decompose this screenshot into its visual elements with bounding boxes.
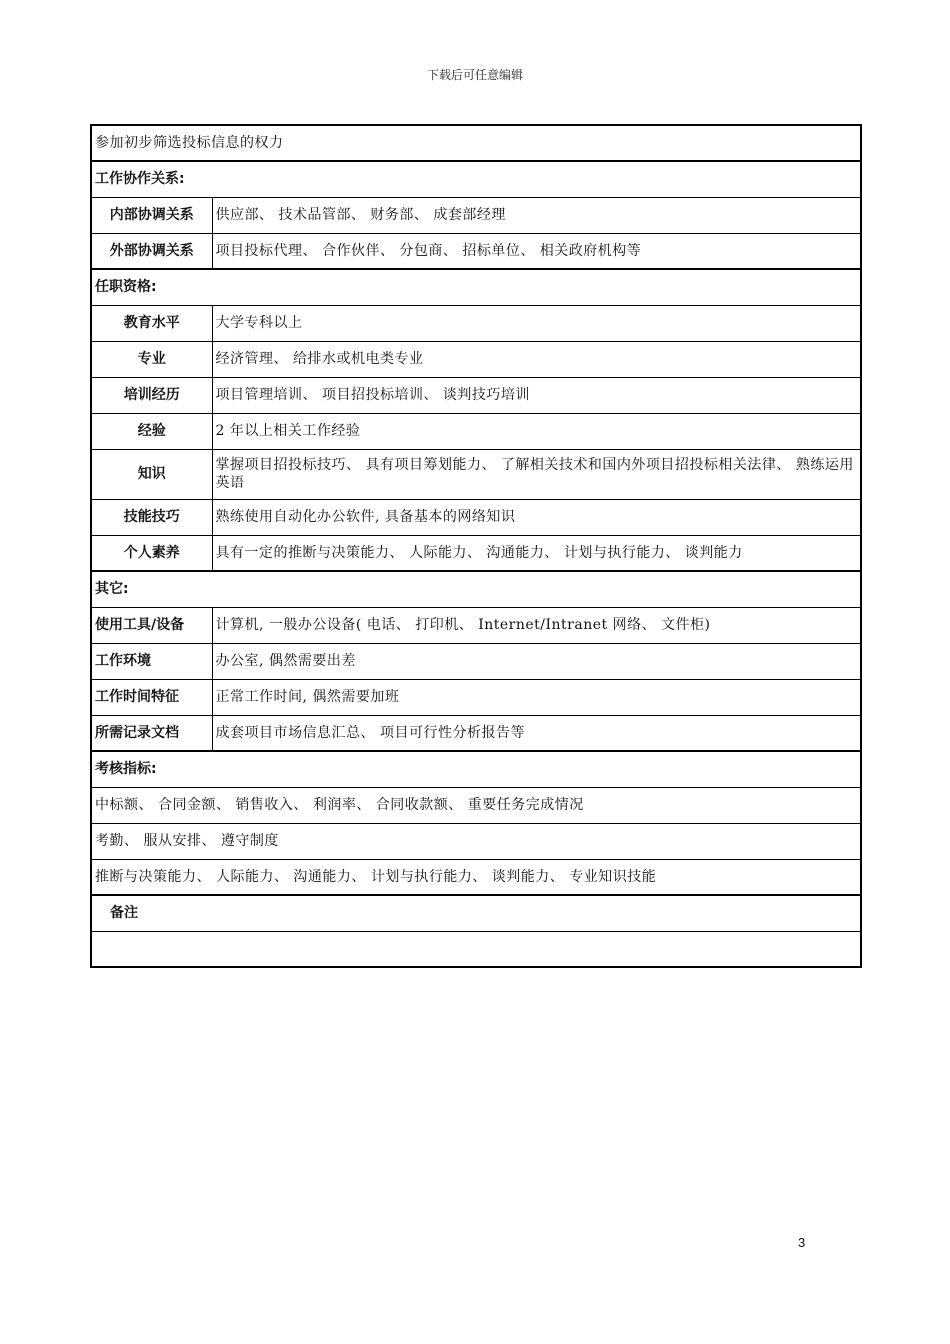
notes-value [91,931,861,967]
row-value-tools: 计算机, 一般办公设备( 电话、 打印机、 Internet/Intranet 网络、 文件柜) [212,607,861,643]
section-title-assessment: 考核指标: [91,751,861,787]
table-row [91,643,861,679]
row-label-documents: 所需记录文档 [91,715,212,751]
row-label-tools: 使用工具/设备 [91,607,212,643]
table-row [91,341,861,377]
row-label-experience: 经验 [91,413,212,449]
row-label-external: 外部协调关系 [91,233,212,269]
section-qualifications [91,269,861,305]
section-notes [91,895,861,931]
section-other [91,571,861,607]
row-value-education: 大学专科以上 [212,305,861,341]
row-label-knowledge: 知识 [91,449,212,499]
row-label-education: 教育水平 [91,305,212,341]
section-title-notes: 备注 [91,895,861,931]
row-label-work-hours: 工作时间特征 [91,679,212,715]
table-row [91,535,861,571]
row-value-environment: 办公室, 偶然需要出差 [212,643,861,679]
table-row [91,499,861,535]
row-value-internal: 供应部、 技术品管部、 财务部、 成套部经理 [212,197,861,233]
table-row [91,305,861,341]
table-row [91,197,861,233]
table-row [91,607,861,643]
table-row [91,715,861,751]
row-value-training: 项目管理培训、 项目招投标培训、 谈判技巧培训 [212,377,861,413]
row-value-experience: 2 年以上相关工作经验 [212,413,861,449]
table-row [91,859,861,895]
row-label-skills: 技能技巧 [91,499,212,535]
notes-row [91,931,861,967]
job-description-table [90,124,862,968]
row-label-training: 培训经历 [91,377,212,413]
authority-text: 参加初步筛选投标信息的权力 [91,125,861,161]
assessment-item: 推断与决策能力、 人际能力、 沟通能力、 计划与执行能力、 谈判能力、 专业知识技能 [91,859,861,895]
page-number: 3 [798,1235,806,1250]
section-collaboration [91,161,861,197]
assessment-item: 中标额、 合同金额、 销售收入、 利润率、 合同收款额、 重要任务完成情况 [91,787,861,823]
page-header: 下载后可任意编辑 [426,68,523,82]
row-value-documents: 成套项目市场信息汇总、 项目可行性分析报告等 [212,715,861,751]
table-row [91,449,861,499]
section-title-other: 其它: [91,571,861,607]
row-value-work-hours: 正常工作时间, 偶然需要加班 [212,679,861,715]
table-row [91,413,861,449]
row-value-knowledge: 掌握项目招投标技巧、 具有项目筹划能力、 了解相关技术和国内外项目招投标相关法律、 熟练运用英语 [212,449,861,499]
row-value-major: 经济管理、 给排水或机电类专业 [212,341,861,377]
row-label-internal: 内部协调关系 [91,197,212,233]
row-label-environment: 工作环境 [91,643,212,679]
table-row [91,377,861,413]
assessment-item: 考勤、 服从安排、 遵守制度 [91,823,861,859]
row-label-personal: 个人素养 [91,535,212,571]
table-row [91,233,861,269]
row-value-personal: 具有一定的推断与决策能力、 人际能力、 沟通能力、 计划与执行能力、 谈判能力 [212,535,861,571]
section-title-qualifications: 任职资格: [91,269,861,305]
table-row [91,823,861,859]
table-row [91,679,861,715]
authority-row [91,125,861,161]
section-title-collaboration: 工作协作关系: [91,161,861,197]
row-value-skills: 熟练使用自动化办公软件, 具备基本的网络知识 [212,499,861,535]
row-label-major: 专业 [91,341,212,377]
section-assessment [91,751,861,787]
row-value-external: 项目投标代理、 合作伙伴、 分包商、 招标单位、 相关政府机构等 [212,233,861,269]
table-row [91,787,861,823]
